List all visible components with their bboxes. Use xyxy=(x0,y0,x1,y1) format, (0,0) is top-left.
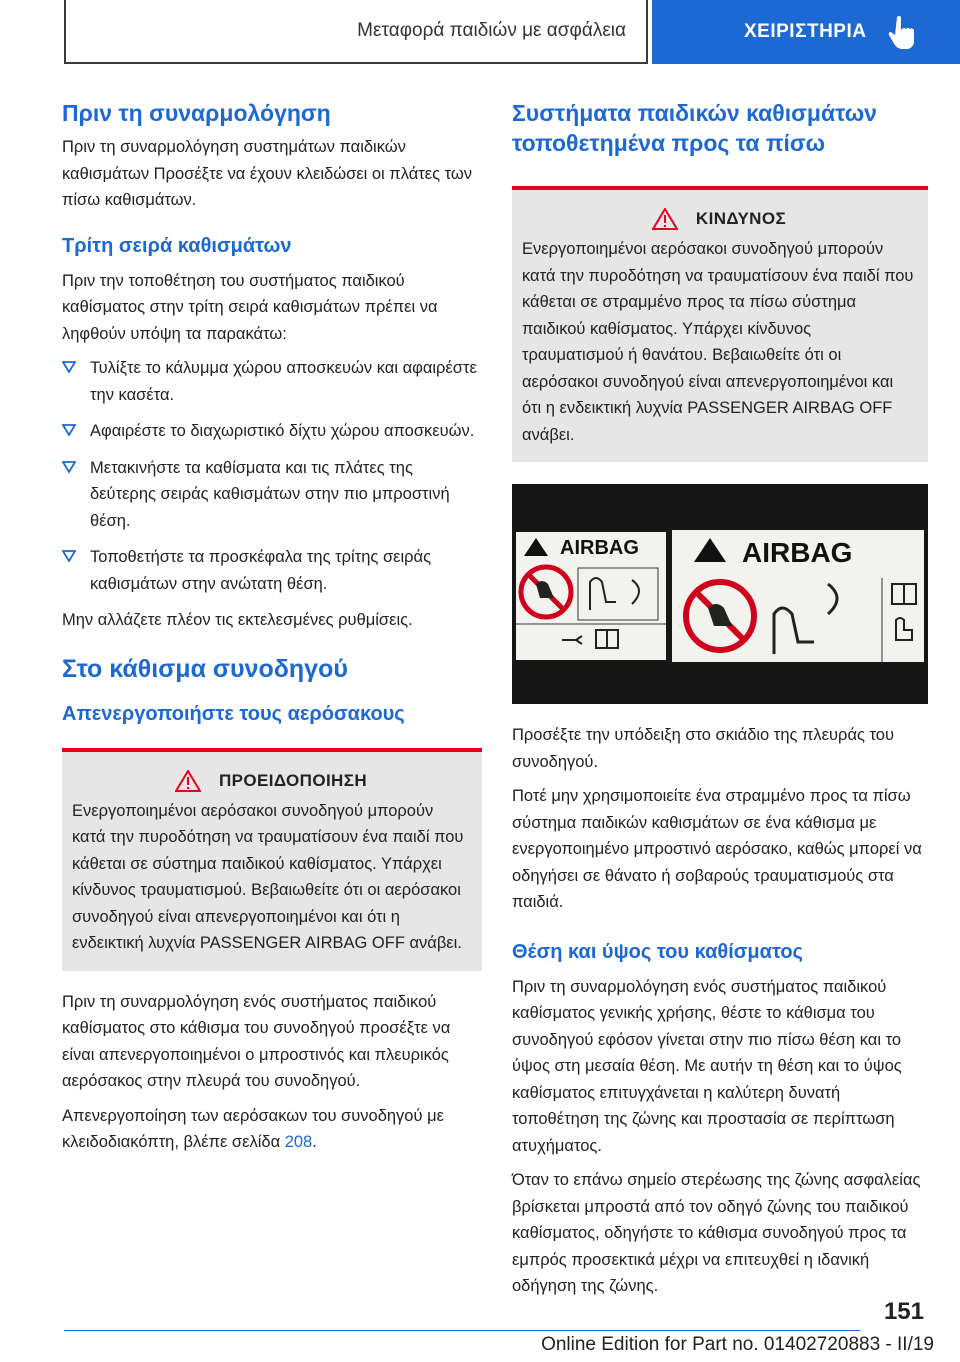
heading-third-row: Τρίτη σειρά καθισμάτων xyxy=(62,234,292,257)
warning-box xyxy=(62,748,482,971)
airbag-label-large-text: AIRBAG xyxy=(742,537,853,568)
step-triangle-icon xyxy=(62,361,76,373)
paragraph-sun-visor-note: Προσέξτε την υπόδειξη στο σκιάδιο της πλευράς του συνοδηγού. xyxy=(512,726,894,771)
danger-box xyxy=(512,186,928,462)
step-text: Τοποθετήστε τα προσκέφαλα της τρίτης σειράς καθισμάτων στην ανώτατη θέση. xyxy=(90,548,432,593)
steps-list xyxy=(62,355,482,597)
heading-deactivate-airbags: Απενεργοποιήστε τους αερόσακους xyxy=(62,702,405,725)
step-item xyxy=(62,455,482,535)
danger-title: ΚΙΝΔΥΝΟΣ xyxy=(695,209,787,228)
footer-divider xyxy=(64,1330,860,1331)
pointing-hand-icon xyxy=(888,15,916,49)
step-item xyxy=(62,544,482,597)
danger-triangle-icon xyxy=(652,208,678,230)
header-section-title: Μεταφορά παιδιών με ασφάλεια xyxy=(357,20,626,41)
chapter-title: ΧΕΙΡΙΣΤΗΡΙΑ xyxy=(744,21,867,42)
warning-text: Ενεργοποιημένοι αερόσακοι συνοδηγού μπορούν κατά την πυροδότηση να τραυματίσουν ένα παιδί που κάθεται σε σύστημα παιδικού καθίσματος. Υπάρχει κίνδυνος τραυματισμού. Βεβαιωθείτε ότι οι αερόσακοι συνοδηγού είναι απενεργοποιημένοι και ότι η ενδεικτική λυχνία PASSENGER AIRBAG OFF ανάβει. xyxy=(72,801,464,952)
heading-before-assembly: Πριν τη συναρμολόγηση xyxy=(62,100,331,126)
paragraph-never-use: Ποτέ μην χρησιμοποιείτε ένα στραμμένο προς τα πίσω σύστημα παιδικών καθισμάτων σε ένα κάθισμα με ενεργοποιημένο μπροστινό αερόσακο, καθώς μπορεί να οδηγήσει σε θάνατο ή σοβαρούς τραυματισμούς στα παιδιά. xyxy=(512,787,922,911)
heading-passenger-seat: Στο κάθισμα συνοδηγού xyxy=(62,654,348,683)
airbag-label-photo xyxy=(512,484,928,704)
left-column xyxy=(62,98,482,1164)
paragraph-key-switch xyxy=(62,1103,482,1156)
heading-seat-position: Θέση και ύψος του καθίσματος xyxy=(512,940,803,963)
paragraph-belt-guide: Όταν το επάνω σημείο στερέωσης της ζώνης ασφαλείας βρίσκεται μπροστά από τον οδηγό ζώνης του παιδικού καθίσματος, οδηγήστε το κάθισμα συνοδηγού προς τα εμπρός προσεκτικά μέχρι να επιτευχθεί η ιδανική οδήγηση της ζώνης. xyxy=(512,1171,921,1295)
footer-edition: Online Edition for Part no. 01402720883 - II/19 xyxy=(541,1334,934,1355)
step-triangle-icon xyxy=(62,424,76,436)
paragraph-before-assembly: Πριν τη συναρμολόγηση συστημάτων παιδικών καθισμάτων Προσέξτε να έχουν κλειδώσει οι πλάτες των πίσω καθισμάτων. xyxy=(62,138,473,209)
right-column xyxy=(512,98,928,1308)
step-triangle-icon xyxy=(62,550,76,562)
key-switch-text: Απενεργοποίηση των αερόσακων του συνοδηγού με κλειδοδιακόπτη, βλέπε σελίδα xyxy=(62,1106,444,1151)
step-item xyxy=(62,355,482,408)
step-text: Μετακινήστε τα καθίσματα και τις πλάτες της δεύτερης σειράς καθισμάτων στην πιο μπροστινή θέση. xyxy=(90,458,450,530)
warning-triangle-icon xyxy=(175,770,201,792)
running-header xyxy=(64,0,648,64)
paragraph-no-change: Μην αλλάζετε πλέον τις εκτελεσμένες ρυθμίσεις. xyxy=(62,611,413,629)
step-triangle-icon xyxy=(62,461,76,473)
paragraph-third-row: Πριν την τοποθέτηση του συστήματος παιδικού καθίσματος στην τρίτη σειρά καθισμάτων πρέπει να ληφθούν υπόψη τα παρακάτω: xyxy=(62,271,438,343)
chapter-tab[interactable] xyxy=(652,0,960,64)
paragraph-seat-position: Πριν τη συναρμολόγηση ενός συστήματος παιδικού καθίσματος γενικής χρήσης, θέστε το κάθισμα του συνοδηγού εφόσον γίνεται στην πιο πίσω θέση και το ύψος στη μεσαία θέση. Με αυτήν τη θέση και το ύψος καθίσματος επιτυγχάνεται η καλύτερη δυνατή τοποθέτηση της ζώνης και προστασία σε περίπτωση ατυχήματος. xyxy=(512,977,902,1155)
page-reference-link[interactable]: 208 xyxy=(284,1133,313,1151)
heading-rear-facing: Συστήματα παιδικών καθισμάτων τοποθετημένα προς τα πίσω xyxy=(512,100,877,156)
sentence-period: . xyxy=(312,1133,317,1151)
danger-text: Ενεργοποιημένοι αερόσακοι συνοδηγού μπορούν κατά την πυροδότηση να τραυματίσουν ένα παιδί που κάθεται σε στραμμένο προς τα πίσω σύστημα παιδικού καθίσματος. Υπάρχει κίνδυνος τραυματισμού ή θανάτου. Βεβαιωθείτε ότι οι αερόσακοι συνοδηγού είναι απενεργοποιημένοι και ότι η ενδεικτική λυχνία PASSENGER AIRBAG OFF ανάβει. xyxy=(522,240,914,444)
paragraph-before-passenger: Πριν τη συναρμολόγηση ενός συστήματος παιδικού καθίσματος στο κάθισμα του συνοδηγού προσέξτε να είναι απενεργοποιημένοι ο μπροστινός και πλευρικός αερόσακος στην πλευρά του συνοδηγού. xyxy=(62,992,451,1090)
airbag-label-small-text: AIRBAG xyxy=(560,537,639,559)
page-number: 151 xyxy=(883,1298,924,1325)
step-text: Αφαιρέστε το διαχωριστικό δίχτυ χώρου αποσκευών. xyxy=(90,422,475,440)
step-text: Τυλίξτε το κάλυμμα χώρου αποσκευών και αφαιρέστε την κασέτα. xyxy=(90,359,477,404)
warning-title: ΠΡΟΕΙΔΟΠΟΙΗΣΗ xyxy=(218,770,368,790)
step-item xyxy=(62,418,482,445)
